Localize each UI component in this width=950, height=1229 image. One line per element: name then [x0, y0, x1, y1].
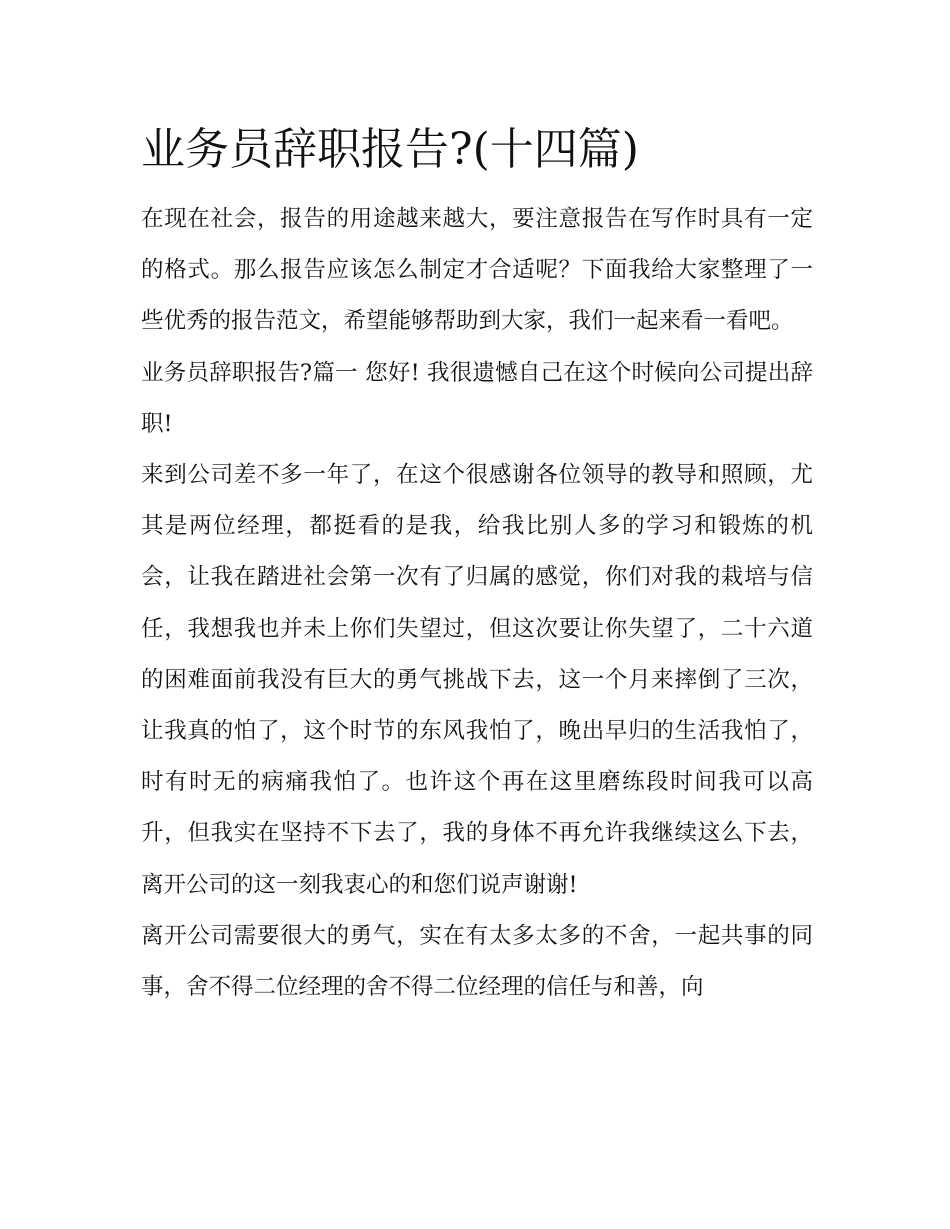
paragraph-intro: 在现在社会，报告的用途越来越大，要注意报告在写作时具有一定的格式。那么报告应该怎么制定才合适呢？下面我给大家整理了一些优秀的报告范文，希望能够帮助到大家，我们一起来看一看吧。 — [141, 206, 813, 335]
paragraph-farewell: 离开公司需要很大的勇气，实在有太多太多的不舍，一起共事的同事，舍不得二位经理的舍不得二位经理的信任与和善，向 — [141, 922, 813, 1001]
paragraph-section-one-opening: 业务员辞职报告?篇一 您好! 我很遗憾自己在这个时候向公司提出辞职! — [141, 359, 813, 437]
paragraph-gratitude: 来到公司差不多一年了，在这个很感谢各位领导的教导和照顾，尤其是两位经理，都挺看的是我，给我比别人多的学习和锻炼的机会，让我在踏进社会第一次有了归属的感觉，你们对我的栽培与信任，我想我也并未上你们失望过，但这次要让你失望了，二十六道的困难面前我没有巨大的勇气挑战下去，这一个月来摔倒了三次，让我真的怕了，这个时节的东风我怕了，晚出早归的生活我怕了，时有时无的病痛我怕了。也许这个再在这里磨练段时间我可以高升，但我实在坚持不下去了，我的身体不再允许我继续这么下去，离开公司的这一刻我衷心的和您们说声谢谢! — [141, 462, 813, 898]
document-title: 业务员辞职报告?(十四篇) — [141, 124, 639, 175]
document-page — [141, 118, 813, 1013]
